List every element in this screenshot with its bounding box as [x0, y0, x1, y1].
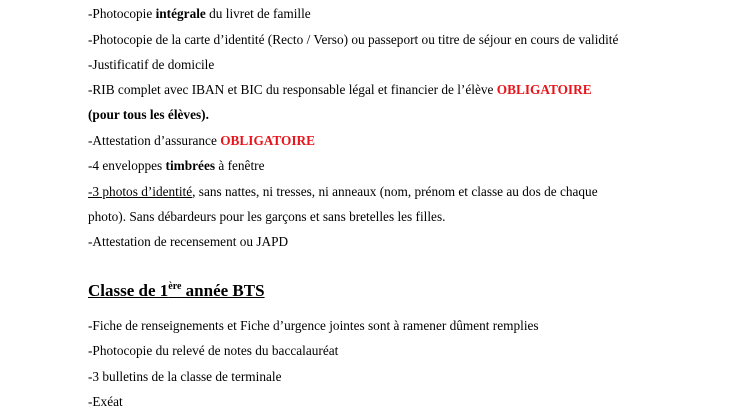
- list-item-releve: -Photocopie du relevé de notes du baccalauréat: [88, 343, 339, 358]
- list-item-domicile: -Justificatif de domicile: [88, 57, 215, 72]
- list-item-rib: -RIB complet avec IBAN et BIC du responsable légal et financier de l’élève OBLIGATOIRE: [88, 82, 592, 97]
- list-item-bulletins: -3 bulletins de la classe de terminale: [88, 369, 282, 384]
- list-item-assurance: -Attestation d’assurance OBLIGATOIRE: [88, 133, 316, 148]
- section-heading-bts: Classe de 1ère année BTS: [88, 281, 265, 300]
- list-item-photos-continued: photo). Sans débardeurs pour les garçons et sans bretelles les filles.: [88, 209, 446, 224]
- list-item-fiches: -Fiche de renseignements et Fiche d’urgence jointes sont à ramener dûment remplies: [88, 318, 539, 333]
- list-item-exeat: -Exéat: [88, 394, 123, 409]
- list-item-rib-continued: (pour tous les élèves).: [88, 107, 209, 122]
- list-item-livret: -Photocopie intégrale du livret de famille: [88, 6, 311, 21]
- list-item-identite: -Photocopie de la carte d’identité (Recto / Verso) ou passeport ou titre de séjour en cours de validité: [88, 32, 619, 47]
- list-item-photos: -3 photos d’identité, sans nattes, ni tresses, ni anneaux (nom, prénom et classe au dos de chaque: [88, 184, 598, 199]
- obligatoire-label: OBLIGATOIRE: [496, 82, 592, 97]
- obligatoire-label: OBLIGATOIRE: [220, 133, 316, 148]
- list-item-enveloppes: -4 enveloppes timbrées à fenêtre: [88, 158, 265, 173]
- list-item-recensement: -Attestation de recensement ou JAPD: [88, 234, 289, 249]
